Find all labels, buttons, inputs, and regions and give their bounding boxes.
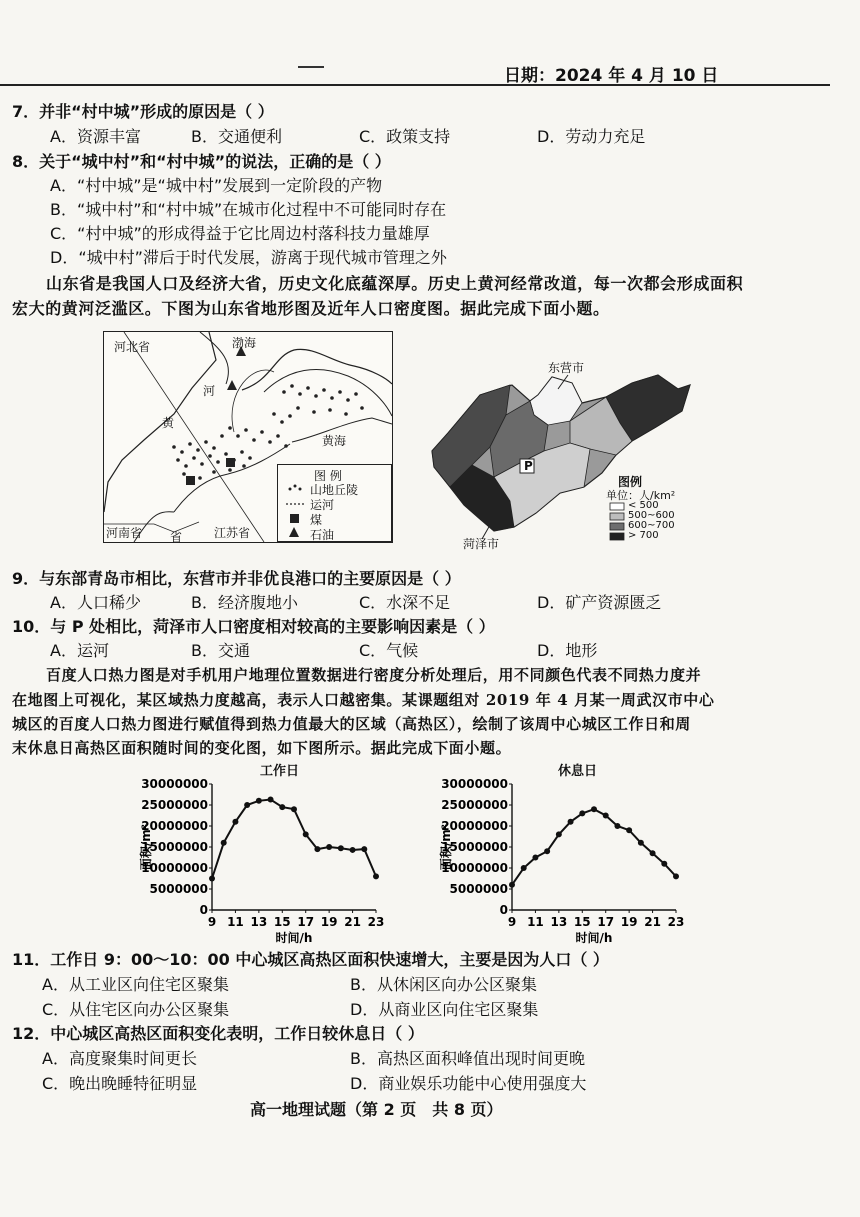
population-density-map (420, 355, 720, 555)
legend-title: 图 例 (314, 469, 342, 483)
intro-shandong-line2: 宏大的黄河泛滥区。下图为山东省地形图及近年人口密度图。据此完成下面小题。 (12, 299, 610, 318)
q10-option-b[interactable]: B．交通 (191, 641, 250, 660)
header-mark (298, 66, 324, 68)
y-tick-label: 30000000 (141, 777, 208, 791)
q9-option-d[interactable]: D．矿产资源匮乏 (537, 593, 662, 612)
terrain-map-legend (277, 464, 392, 542)
intro-heatmap-line3: 城区的百度人口热力图进行赋值得到热力值最大的区域（高热区），绘制了该周中心城区工作日和周 (12, 715, 691, 733)
label-huanghai: 黄海 (322, 434, 347, 448)
exam-date: 日期：2024 年 4 月 10 日 (504, 66, 719, 86)
y-tick-label: 0 (499, 903, 508, 917)
density-map-drawing (420, 355, 720, 555)
data-point (568, 819, 574, 825)
y-tick-label: 0 (199, 903, 208, 917)
data-point (509, 882, 515, 888)
data-point (314, 846, 320, 852)
data-point (626, 827, 632, 833)
data-point (291, 806, 297, 812)
q10-option-c[interactable]: C．气候 (359, 641, 419, 660)
question-10-stem: 10．与 P 处相比，菏泽市人口密度相对较高的主要影响因素是（ ） (12, 617, 495, 636)
x-tick-label: 9 (507, 915, 517, 929)
x-tick-label: 13 (550, 915, 568, 929)
data-point (591, 806, 597, 812)
q12-option-c[interactable]: C．晚出晚睡特征明显 (42, 1074, 198, 1093)
q8-option-b[interactable]: B．“城中村”和“村中城”在城市化过程中不可能同时存在 (50, 200, 447, 219)
density-legend-2: 500~600 (628, 510, 675, 521)
q12-option-b[interactable]: B．高热区面积峰值出现时间更晚 (350, 1049, 585, 1068)
data-point (268, 797, 274, 803)
legend-oil: 石油 (310, 528, 335, 542)
y-axis-label: 面积/m² (439, 823, 453, 871)
label-hebei: 河北省 (114, 340, 151, 354)
x-tick-label: 23 (367, 915, 385, 929)
q11-option-b[interactable]: B．从休闲区向办公区聚集 (350, 975, 537, 994)
y-tick-label: 30000000 (441, 777, 508, 791)
x-axis-label: 时间/h (575, 931, 613, 945)
y-tick-label: 5000000 (449, 882, 508, 896)
data-point (256, 798, 262, 804)
data-point (279, 804, 285, 810)
intro-heatmap-line4: 末休息日高热区面积随时间的变化图，如下图所示。据此完成下面小题。 (12, 739, 512, 757)
label-he: 河 (203, 384, 216, 398)
data-point (638, 840, 644, 846)
q9-option-a[interactable]: A．人口稀少 (50, 593, 141, 612)
question-9-stem: 9．与东部青岛市相比，东营市并非优良港口的主要原因是（ ） (12, 569, 461, 588)
question-11-stem: 11．工作日 9：00～10：00 中心城区高热区面积快速增大，主要是因为人口（ ） (12, 950, 609, 969)
q9-option-c[interactable]: C．水深不足 (359, 593, 451, 612)
page-header (0, 0, 860, 86)
chart-workday-title: 工作日 (260, 764, 300, 779)
oil-marker-2 (227, 380, 237, 390)
x-tick-label: 15 (273, 915, 291, 929)
data-point (614, 823, 620, 829)
density-legend-title: 图例 (618, 475, 643, 489)
data-point (373, 873, 379, 879)
page-footer: 高一地理试题（第 2 页 共 8 页） (250, 1100, 503, 1119)
y-tick-label: 25000000 (441, 798, 508, 812)
data-point (338, 845, 344, 851)
x-tick-label: 23 (667, 915, 685, 929)
series-line (512, 809, 676, 885)
question-12-stem: 12．中心城区高热区面积变化表明，工作日较休息日（ ） (12, 1024, 424, 1043)
y-axis-label: 面积/m² (139, 823, 153, 871)
intro-shandong-line1: 山东省是我国人口及经济大省，历史文化底蕴深厚。历史上黄河经常改道，每一次都会形成面积 (46, 274, 744, 293)
data-point (603, 813, 609, 819)
q8-option-c[interactable]: C．“村中城”的形成得益于它比周边村落科技力量雄厚 (50, 224, 430, 243)
q7-option-b[interactable]: B．交通便利 (191, 127, 282, 146)
x-tick-label: 11 (527, 915, 544, 929)
data-point (244, 802, 250, 808)
data-point (650, 850, 656, 856)
density-legend-unit: 单位：人/km² (606, 489, 676, 502)
question-7-stem: 7．并非“村中城”形成的原因是（ ） (12, 102, 274, 121)
q10-option-d[interactable]: D．地形 (537, 641, 598, 660)
chart-workday-svg (140, 760, 400, 950)
q9-option-b[interactable]: B．经济腹地小 (191, 593, 298, 612)
label-p: P (524, 459, 533, 473)
q7-option-c[interactable]: C．政策支持 (359, 127, 451, 146)
data-point (521, 865, 527, 871)
y-tick-label: 20000000 (141, 819, 208, 833)
coal-marker-2 (186, 476, 195, 485)
chart-restday (440, 760, 700, 950)
legend-canal: 运河 (310, 498, 335, 512)
density-legend-3: 600~700 (628, 520, 675, 531)
intro-heatmap-line2: 在地图上可视化，某区域热力度越高，表示人口越密集。某课题组对 2019 年 4 月某一周武汉市中心 (12, 691, 715, 709)
q10-option-a[interactable]: A．运河 (50, 641, 109, 660)
label-jiangsu: 江苏省 (214, 526, 251, 540)
label-sheng: 省 (170, 530, 183, 544)
coal-marker (226, 458, 235, 467)
density-legend-4: > 700 (628, 530, 659, 541)
chart-workday (140, 760, 400, 950)
data-point (303, 831, 309, 837)
q7-option-a[interactable]: A．资源丰富 (50, 127, 141, 146)
data-point (232, 819, 238, 825)
data-point (661, 861, 667, 867)
data-point (209, 876, 215, 882)
legend-hills: 山地丘陵 (310, 483, 359, 497)
y-tick-label: 5000000 (149, 882, 208, 896)
y-tick-label: 25000000 (141, 798, 208, 812)
label-dongying: 东营市 (548, 361, 585, 375)
legend-symbols (278, 465, 391, 541)
q12-option-d[interactable]: D．商业娱乐功能中心使用强度大 (350, 1074, 587, 1093)
data-point (326, 844, 332, 850)
intro-heatmap-line1: 百度人口热力图是对手机用户地理位置数据进行密度分析处理后，用不同颜色代表不同热力度并 (46, 666, 702, 684)
x-tick-label: 15 (573, 915, 591, 929)
x-tick-label: 17 (297, 915, 315, 929)
q11-option-a[interactable]: A．从工业区向住宅区聚集 (42, 975, 229, 994)
y-tick-label: 15000000 (441, 840, 508, 854)
label-bohai: 渤海 (232, 336, 257, 350)
shandong-terrain-map (103, 331, 393, 543)
chart-restday-svg (440, 760, 700, 950)
data-point (532, 855, 538, 861)
chart-restday-title: 休息日 (558, 764, 598, 779)
data-point (673, 873, 679, 879)
y-tick-label: 10000000 (141, 861, 208, 875)
q11-option-d[interactable]: D．从商业区向住宅区聚集 (350, 1000, 539, 1019)
x-tick-label: 19 (620, 915, 638, 929)
x-tick-label: 21 (644, 915, 661, 929)
data-point (544, 848, 550, 854)
y-tick-label: 15000000 (141, 840, 208, 854)
y-tick-label: 10000000 (441, 861, 508, 875)
legend-coal: 煤 (310, 513, 323, 527)
data-point (579, 810, 585, 816)
label-henan: 河南省 (106, 526, 143, 540)
x-axis-label: 时间/h (275, 931, 313, 945)
x-tick-label: 19 (320, 915, 338, 929)
question-8-stem: 8．关于“城中村”和“村中城”的说法，正确的是（ ） (12, 152, 391, 171)
q8-option-a[interactable]: A．“村中城”是“城中村”发展到一定阶段的产物 (50, 176, 383, 195)
x-tick-label: 9 (207, 915, 217, 929)
q7-option-d[interactable]: D．劳动力充足 (537, 127, 646, 146)
q12-option-a[interactable]: A．高度聚集时间更长 (42, 1049, 197, 1068)
y-tick-label: 20000000 (441, 819, 508, 833)
header-rule (0, 84, 830, 86)
x-tick-label: 13 (250, 915, 268, 929)
label-heze: 菏泽市 (463, 537, 500, 551)
density-legend-1: < 500 (628, 500, 659, 511)
data-point (556, 831, 562, 837)
x-tick-label: 17 (597, 915, 615, 929)
q8-option-d[interactable]: D．“城中村”滞后于时代发展，游离于现代城市管理之外 (50, 248, 447, 267)
x-tick-label: 21 (344, 915, 361, 929)
label-huang: 黄 (162, 416, 175, 430)
data-point (350, 847, 356, 853)
q11-option-c[interactable]: C．从住宅区向办公区聚集 (42, 1000, 230, 1019)
x-tick-label: 11 (227, 915, 244, 929)
data-point (221, 840, 227, 846)
data-point (361, 846, 367, 852)
